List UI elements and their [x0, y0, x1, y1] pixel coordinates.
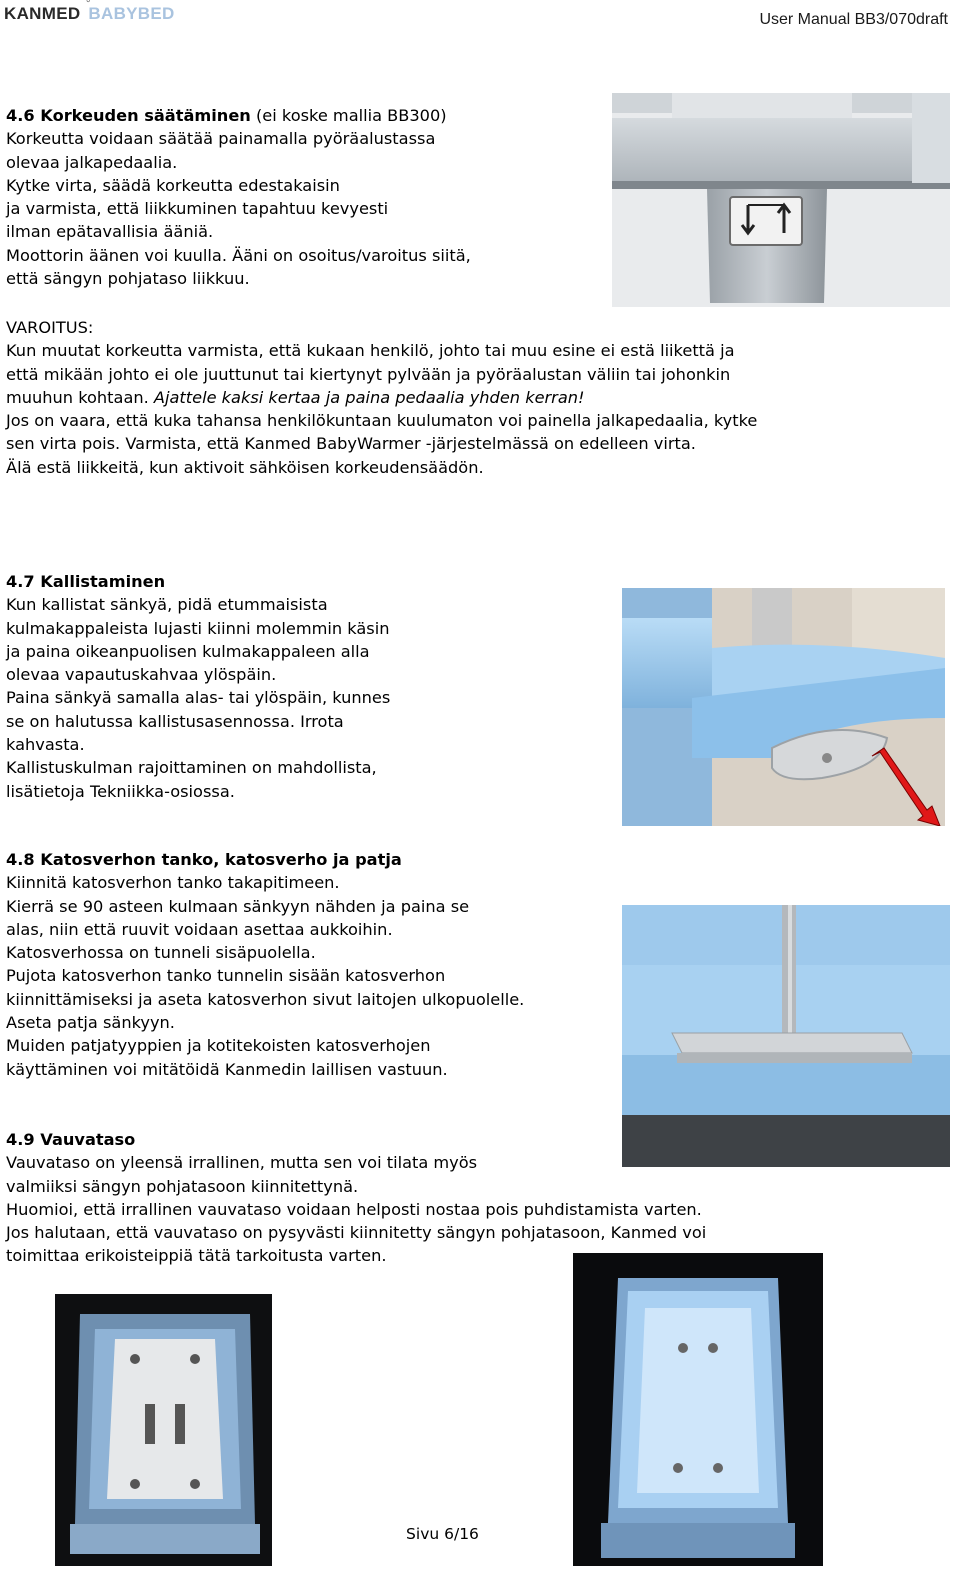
- text-line: Katosverhossa on tunneli sisäpuolella.: [6, 943, 316, 963]
- text-line: se on halutussa kallistusasennossa. Irrota: [6, 711, 344, 731]
- section-4-9: [6, 1128, 706, 1268]
- text-line: Jos halutaan, että vauvataso on pysyvästi kiinnitetty sängyn pohjatasoon, Kanmed voi: [6, 1223, 707, 1243]
- text-line: kiinnittämiseksi ja aseta katosverhon sivut laitojen ulkopuolelle.: [6, 989, 525, 1009]
- section-4-6: [6, 104, 471, 290]
- logo-mark: °: [86, 0, 91, 10]
- text-line: Huomioi, että irrallinen vauvataso voidaan helposti nostaa pois puhdistamista varten.: [6, 1199, 702, 1219]
- warning-text: muuhun kohtaan.: [6, 387, 154, 407]
- section-heading: 4.7 Kallistaminen: [6, 572, 166, 591]
- text-line: kahvasta.: [6, 735, 85, 755]
- section-heading: [6, 104, 471, 127]
- warning-block: [6, 316, 757, 479]
- text-line: Vauvataso on yleensä irrallinen, mutta sen voi tilata myös: [6, 1153, 478, 1173]
- text-line: ilman epätavallisia ääniä.: [6, 222, 214, 242]
- text-line: Moottorin äänen voi kuulla. Ääni on osoitus/varoitus siitä,: [6, 245, 471, 265]
- pedal-photo: [612, 93, 950, 307]
- heading-note: (ei koske mallia BB300): [250, 106, 447, 125]
- text-line: alas, niin että ruuvit voidaan asettaa aukkoihin.: [6, 919, 393, 939]
- text-line: olevaa jalkapedaalia.: [6, 152, 178, 172]
- section-heading: 4.9 Vauvataso: [6, 1130, 136, 1149]
- text-line: että mikään johto ei ole juuttunut tai kiertynyt pylvään ja pyöräalustan väliin tai johonkin: [6, 364, 731, 384]
- text-line: valmiiksi sängyn pohjatasoon kiinnitettynä.: [6, 1176, 359, 1196]
- document-title: User Manual BB3/070draft: [759, 11, 948, 28]
- text-line: toimittaa erikoisteippiä tätä tarkoitusta varten.: [6, 1246, 387, 1266]
- text-line: olevaa vapautuskahvaa ylöspäin.: [6, 665, 277, 685]
- text-line: Kytke virta, säädä korkeutta edestakaisin: [6, 175, 340, 195]
- text-line: käyttäminen voi mitätöidä Kanmedin laillisen vastuun.: [6, 1059, 448, 1079]
- text-line: sen virta pois. Varmista, että Kanmed BabyWarmer -järjestelmässä on edelleen virta.: [6, 434, 696, 454]
- text-line: Jos on vaara, että kuka tahansa henkilökuntaan kuulumaton voi painella jalkapedaalia, kytke: [6, 411, 758, 431]
- text-line: kulmakappaleista lujasti kiinni molemmin käsin: [6, 618, 390, 638]
- baby-tray-photo-right: [573, 1253, 823, 1566]
- heading-text: 4.6 Korkeuden säätäminen: [6, 106, 251, 125]
- warning-title: VAROITUS:: [6, 318, 94, 337]
- section-4-7: [6, 570, 390, 803]
- text-line: Pujota katosverhon tanko tunnelin sisään katosverhon: [6, 966, 446, 986]
- text-line: ja paina oikeanpuolisen kulmakappaleen alla: [6, 641, 370, 661]
- text-line: Kun muutat korkeutta varmista, että kukaan henkilö, johto tai muu esine ei estä liikettä ja: [6, 341, 735, 361]
- text-line: ja varmista, että liikkuminen tapahtuu kevyesti: [6, 199, 389, 219]
- text-line: Kiinnitä katosverhon tanko takapitimeen.: [6, 873, 340, 893]
- section-4-8: [6, 848, 524, 1081]
- text-line: [6, 386, 757, 409]
- text-line: Korkeutta voidaan säätää painamalla pyöräalustassa: [6, 129, 436, 149]
- text-line: Paina sänkyä samalla alas- tai ylöspäin, kunnes: [6, 688, 391, 708]
- logo-babybed: BABYBED: [88, 4, 175, 23]
- text-line: lisätietoja Tekniikka-osiossa.: [6, 781, 235, 801]
- page-number: Sivu 6/16: [406, 1525, 479, 1543]
- text-line: Kun kallistat sänkyä, pidä etummaisista: [6, 595, 328, 615]
- logo-kanmed: KANMED: [4, 4, 81, 23]
- text-line: Kierrä se 90 asteen kulmaan sänkyyn nähden ja paina se: [6, 896, 470, 916]
- section-heading: 4.8 Katosverhon tanko, katosverho ja patja: [6, 850, 402, 869]
- text-line: Aseta patja sänkyyn.: [6, 1013, 175, 1033]
- company-logo: [4, 0, 175, 24]
- text-line: Älä estä liikkeitä, kun aktivoit sähköisen korkeudensäädön.: [6, 457, 484, 477]
- warning-emphasis: Ajattele kaksi kertaa ja paina pedaalia yhden kerran!: [153, 387, 585, 407]
- text-line: että sängyn pohjataso liikkuu.: [6, 269, 250, 289]
- text-line: Kallistuskulman rajoittaminen on mahdollista,: [6, 758, 377, 778]
- tilt-handle-photo: [622, 588, 945, 826]
- text-line: Muiden patjatyyppien ja kotitekoisten katosverhojen: [6, 1036, 431, 1056]
